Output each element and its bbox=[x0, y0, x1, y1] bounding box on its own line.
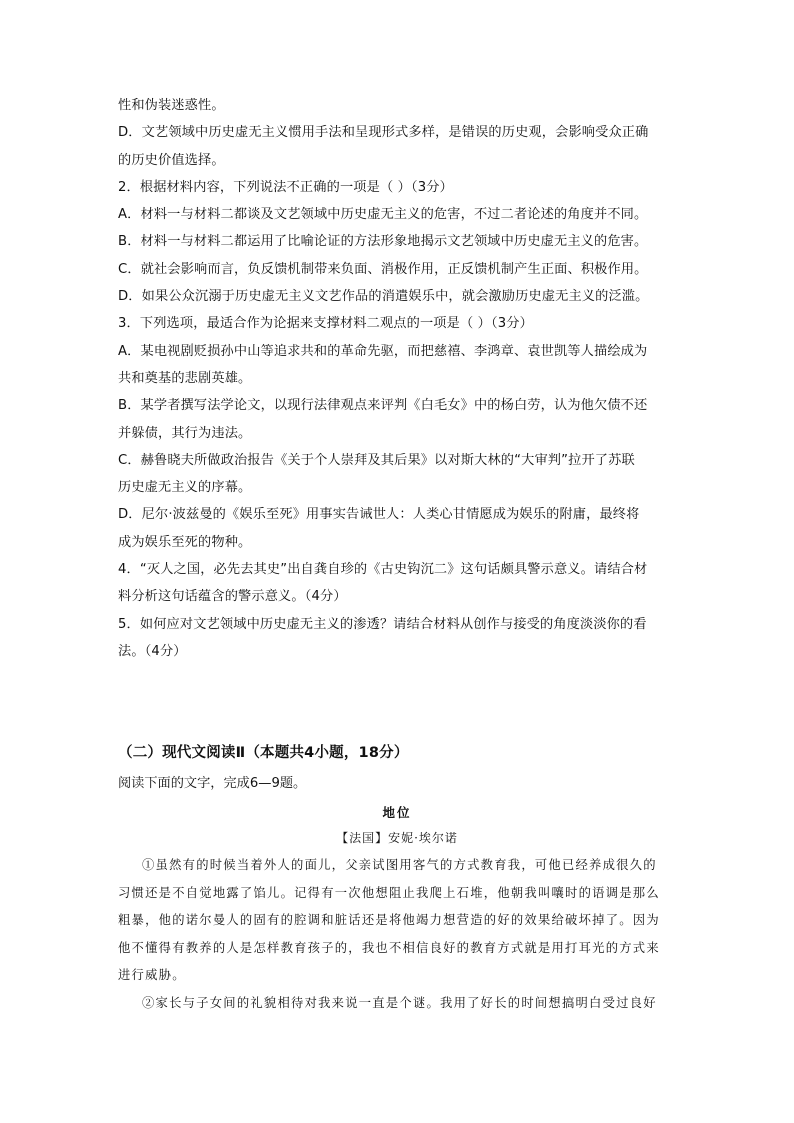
story-author: 【法国】安妮·埃尔诺 bbox=[336, 831, 458, 845]
question-line: 历史虚无主义的序幕。 bbox=[118, 480, 252, 496]
question-line: 成为娱乐至死的物种。 bbox=[118, 534, 252, 550]
question-line: 4．“灭人之国，必先去其史”出自龚自珍的《古史钩沉二》这句话颇具警示意义。请结合材 bbox=[118, 562, 648, 578]
story-line: 他不懂得有教养的人是怎样教育孩子的，我也不相信良好的教育方式就是用打耳光的方式来 bbox=[118, 940, 660, 955]
question-line: A．某电视剧贬损孙中山等追求共和的革命先驱，而把慈禧、李鸿章、袁世凯等人描绘成为 bbox=[118, 343, 648, 359]
question-line: 3．下列选项，最适合作为论据来支撑材料二观点的一项是（ ）（3分） bbox=[118, 316, 533, 332]
question-line: 并躲债，其行为违法。 bbox=[118, 425, 252, 441]
story-line: ②家长与子女间的礼貌相待对我来说一直是个谜。我用了好长的时间想搞明白受过良好 bbox=[142, 995, 657, 1010]
question-line: A．材料一与材料二都谈及文艺领域中历史虚无主义的危害，不过二者论述的角度并不同。 bbox=[118, 207, 648, 223]
question-line: 的历史价值选择。 bbox=[118, 152, 225, 168]
question-line: 共和奠基的悲剧英雄。 bbox=[118, 370, 252, 386]
question-line: D．尼尔·波兹曼的《娱乐至死》用事实告诫世人：人类心甘情愿成为娱乐的附庸，最终将 bbox=[118, 507, 640, 523]
question-line: B．材料一与材料二都运用了比喻论证的方法形象地揭示文艺领域中历史虚无主义的危害。 bbox=[118, 234, 648, 250]
story-line: ①虽然有的时候当着外人的面儿，父亲试图用客气的方式教育我，可他已经养成很久的 bbox=[142, 858, 657, 872]
question-line: 2．根据材料内容，下列说法不正确的一项是（ ）（3分） bbox=[118, 179, 453, 195]
question-line: 性和伪装迷惑性。 bbox=[118, 98, 225, 113]
questions-block bbox=[118, 92, 678, 665]
question-line: D．如果公众沉溺于历史虚无主义文艺作品的消遣娱乐中，就会激励历史虚无主义的泛滥。 bbox=[118, 289, 649, 305]
question-line: B．某学者撰写法学论文，以现行法律观点来评判《白毛女》中的杨白劳，认为他欠债不还 bbox=[118, 398, 648, 414]
story-line: 粗暴，他的诺尔曼人的固有的腔调和脏话还是将他竭力想营造的好的效果给破坏掉了。因为 bbox=[118, 913, 660, 928]
story-line: 习惯还是不自觉地露了馅儿。记得有一次他想阻止我爬上石堆，他朝我叫嚷时的语调是那么 bbox=[118, 885, 660, 900]
story-title: 地位 bbox=[382, 805, 412, 820]
question-line: C．就社会影响而言，负反馈机制带来负面、消极作用，正反馈机制产生正面、积极作用。 bbox=[118, 261, 648, 277]
story-line: 进行威胁。 bbox=[118, 968, 186, 983]
story-body bbox=[118, 852, 680, 1018]
question-line: 5．如何应对文艺领域中历史虚无主义的渗透？请结合材料从创作与接受的角度淡淡你的看 bbox=[118, 616, 647, 632]
section-heading: （二）现代文阅读Ⅱ（本题共4小题，18分） bbox=[118, 745, 409, 761]
question-line: C．赫鲁晓夫所做政治报告《关于个人崇拜及其后果》以对斯大林的“大审判”拉开了苏联 bbox=[118, 452, 635, 468]
question-line: D．文艺领域中历史虚无主义惯用手法和呈现形式多样，是错误的历史观，会影响受众正确 bbox=[118, 125, 649, 141]
question-line: 法。（4分） bbox=[118, 643, 187, 659]
question-line: 料分析这句话蕴含的警示意义。（4分） bbox=[118, 589, 347, 605]
section-instruction: 阅读下面的文字，完成6—9题。 bbox=[118, 776, 307, 791]
